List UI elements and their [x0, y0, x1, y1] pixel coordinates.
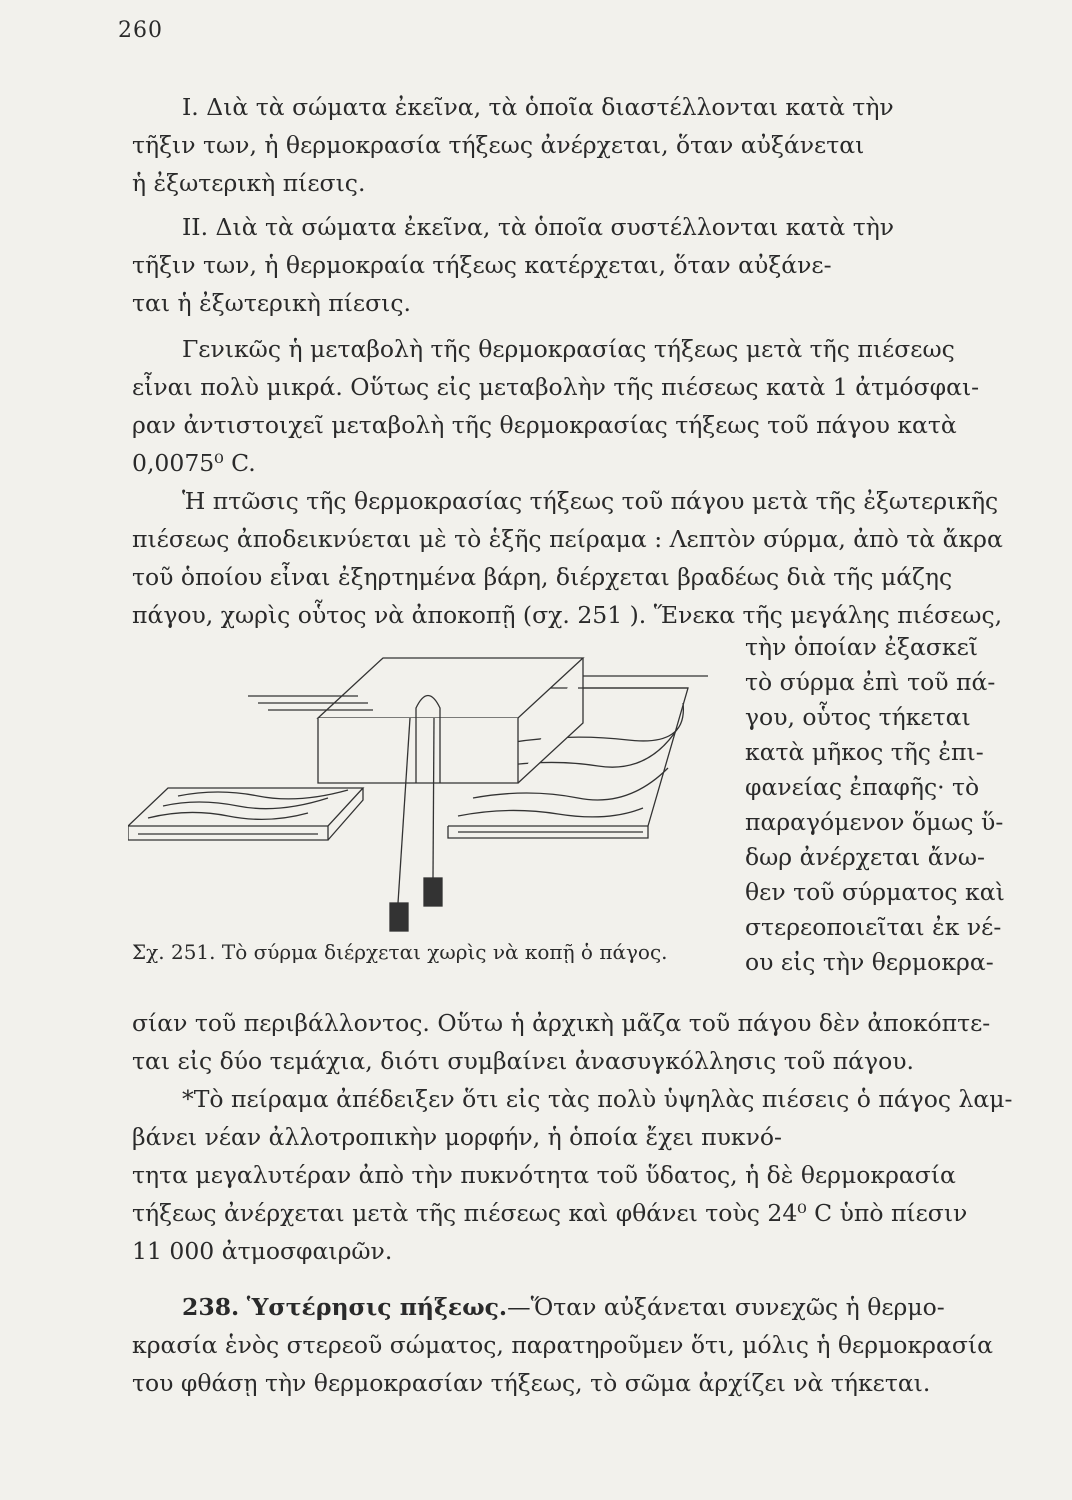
text-line: κρασία ἑνὸς στερεοῦ σώματος, παρατηροῦμεν ὅτι, μόλις ἡ θερμοκρασία — [132, 1331, 993, 1359]
text-line: του φθάσῃ τὴν θερμοκρασίαν τήξεως, τὸ σῶμα ἀρχίζει νὰ τήκεται. — [132, 1369, 931, 1397]
text-line: Ἡ πτῶσις τῆς θερμοκρασίας τήξεως τοῦ πάγου μετὰ τῆς ἐξωτερικῆς — [182, 487, 999, 515]
figure-side-text — [745, 630, 1005, 980]
text-line: ραν ἀντιστοιχεῖ μεταβολὴ τῆς θερμοκρασίας τήξεως τοῦ πάγου κατὰ — [132, 411, 957, 439]
figure-caption: Σχ. 251. Τὸ σύρμα διέρχεται χωρὶς νὰ κοπῇ ὁ πάγος. — [132, 940, 668, 964]
ice-wire-figure — [128, 648, 738, 938]
text-line: γου, οὗτος τήκεται — [745, 703, 971, 731]
general-paragraph — [132, 330, 1002, 482]
text-line: πιέσεως ἀποδεικνύεται μὲ τὸ ἑξῆς πείραμα : Λεπτὸν σύρμα, ἀπὸ τὰ ἄκρα — [132, 525, 1003, 553]
text-line: εἶναι πολὺ μικρά. Οὕτως εἰς μεταβολὴν τῆς πιέσεως κατὰ 1 ἀτμόσφαι- — [132, 373, 980, 401]
text-line: II. Διὰ τὰ σώματα ἐκεῖνα, τὰ ὁποῖα συστέλλονται κατὰ τὴν — [182, 213, 895, 241]
weight-left — [390, 903, 408, 931]
text-line: ται ἡ ἐξωτερικὴ πίεσις. — [132, 289, 411, 317]
experiment-paragraph — [132, 1080, 1013, 1270]
text-line: τὸ σύρμα ἐπὶ τοῦ πά- — [745, 668, 996, 696]
section-number: 238. — [182, 1293, 240, 1321]
text-line: θεν τοῦ σύρματος καὶ — [745, 878, 1005, 906]
text-line: *Τὸ πείραμα ἀπέδειξεν ὅτι εἰς τὰς πολὺ ὑψηλὰς πιέσεις ὁ πάγος λαμ- — [182, 1085, 1013, 1113]
ice-block-illustration — [128, 648, 738, 938]
text-line: τὴν ὁποίαν ἐξασκεῖ — [745, 633, 978, 661]
text-line: παραγόμενον ὅμως ὕ- — [745, 808, 1004, 836]
text-line: ἡ ἐξωτερικὴ πίεσις. — [132, 169, 366, 197]
text-line: τῆξιν των, ἡ θερμοκραία τήξεως κατέρχεται, ὅταν αὐξάνε- — [132, 251, 832, 279]
text-line: —Ὅταν αὐξάνεται συνεχῶς ἡ θερμο- — [507, 1293, 945, 1321]
rule-one-paragraph — [132, 88, 1002, 202]
text-line: βάνει νέαν ἀλλοτροπικὴν μορφήν, ἡ ὁποία ἔχει πυκνό- — [132, 1123, 782, 1151]
text-line: σίαν τοῦ περιβάλλοντος. Οὕτω ἡ ἀρχικὴ μᾶζα τοῦ πάγου δὲν ἀποκόπτε- — [132, 1009, 991, 1037]
section-title: Ὑστέρησις πήξεως. — [246, 1293, 508, 1321]
text-line: κατὰ μῆκος τῆς ἐπι- — [745, 738, 984, 766]
weight-right — [424, 878, 442, 906]
section-238 — [132, 1288, 1002, 1402]
text-line: Γενικῶς ἡ μεταβολὴ τῆς θερμοκρασίας τήξεως μετὰ τῆς πιέσεως — [182, 335, 955, 363]
ice-block-top — [318, 658, 583, 718]
text-line: ται εἰς δύο τεμάχια, διότι συμβαίνει ἀνασυγκόλλησις τοῦ πάγου. — [132, 1047, 914, 1075]
page-number: 260 — [118, 18, 163, 43]
text-line: τήξεως ἀνέρχεται μετὰ τῆς πιέσεως καὶ φθάνει τοὺς 24⁰ C ὑπὸ πίεσιν — [132, 1199, 968, 1227]
reassembly-paragraph — [132, 1004, 1002, 1080]
text-line: τητα μεγαλυτέραν ἀπὸ τὴν πυκνότητα τοῦ ὕδατος, ἡ δὲ θερμοκρασία — [132, 1161, 956, 1189]
left-table-edge — [128, 826, 328, 840]
text-line: I. Διὰ τὰ σώματα ἐκεῖνα, τὰ ὁποῖα διαστέλλονται κατὰ τὴν — [182, 93, 894, 121]
text-line: φανείας ἐπαφῆς· τὸ — [745, 773, 980, 801]
ice-block-front — [318, 718, 518, 783]
text-line: ου εἰς τὴν θερμοκρα- — [745, 948, 994, 976]
text-line: τῆξιν των, ἡ θερμοκρασία τήξεως ἀνέρχεται, ὅταν αὐξάνεται — [132, 131, 865, 159]
text-line: 0,0075⁰ C. — [132, 449, 256, 477]
text-line: δωρ ἀνέρχεται ἄνω- — [745, 843, 985, 871]
text-line: τοῦ ὁποίου εἶναι ἐξηρτημένα βάρη, διέρχεται βραδέως διὰ τῆς μάζης — [132, 563, 953, 591]
pressure-paragraph — [132, 482, 1002, 634]
text-line: στερεοποιεῖται ἐκ νέ- — [745, 913, 1002, 941]
text-line: πάγου, χωρὶς οὗτος νὰ ἀποκοπῇ (σχ. 251 ). Ἕνεκα τῆς μεγάλης πιέσεως, — [132, 601, 1003, 629]
section-first-line — [132, 1288, 1002, 1326]
rule-two-paragraph — [132, 208, 1002, 322]
text-line: 11 000 ἀτμοσφαιρῶν. — [132, 1237, 393, 1265]
